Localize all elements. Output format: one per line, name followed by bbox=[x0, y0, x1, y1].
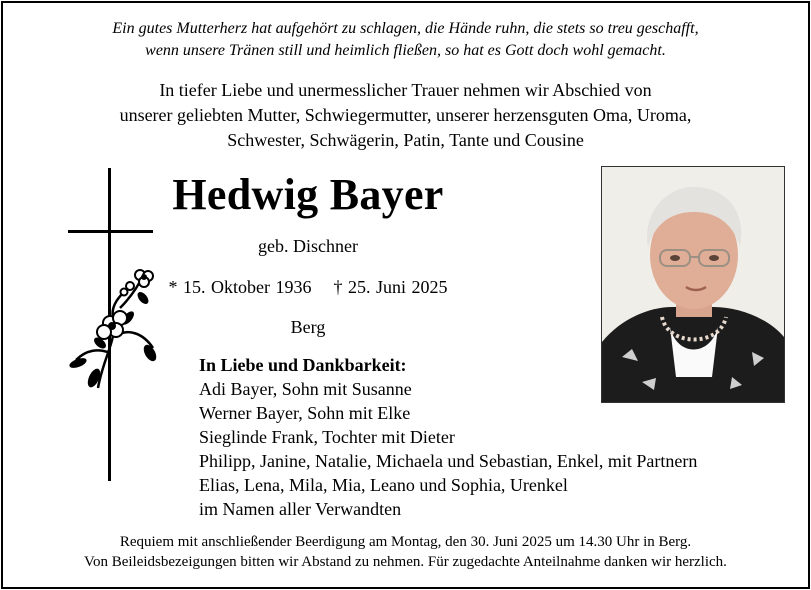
family-line: Werner Bayer, Sohn mit Elke bbox=[199, 403, 411, 423]
footer-line-2: Von Beileidsbezeigungen bitten wir Abstand zu nehmen. Für zugedachte Anteilnahme danken wir herzlich. bbox=[84, 554, 727, 570]
family-heading: In Liebe und Dankbarkeit: bbox=[199, 355, 407, 375]
family-list bbox=[199, 353, 697, 521]
intro-line-3: Schwester, Schwägerin, Patin, Tante und Cousine bbox=[227, 130, 584, 150]
family-line: Elias, Lena, Mila, Mia, Leano und Sophia, Urenkel bbox=[199, 475, 568, 495]
birth-date: * 15. Oktober 1936 bbox=[168, 277, 312, 297]
family-line: Adi Bayer, Sohn mit Susanne bbox=[199, 379, 412, 399]
cross-with-flowers-icon bbox=[58, 168, 168, 493]
life-dates bbox=[153, 276, 463, 298]
deceased-name: Hedwig Bayer bbox=[172, 170, 444, 219]
poem-line-1: Ein gutes Mutterherz hat aufgehört zu schlagen, die Hände ruhn, die stets so treu geschafft, bbox=[112, 20, 699, 37]
death-date: † 25. Juni 2025 bbox=[333, 277, 448, 297]
poem bbox=[3, 18, 808, 62]
intro-line-1: In tiefer Liebe und unermesslicher Trauer nehmen wir Abschied von bbox=[159, 80, 652, 100]
intro-line-2: unserer geliebten Mutter, Schwiegermutter, unserer herzensguten Oma, Uroma, bbox=[119, 105, 692, 125]
footer-notice bbox=[3, 532, 808, 572]
intro-text bbox=[3, 78, 808, 153]
family-line: im Namen aller Verwandten bbox=[199, 499, 402, 519]
family-line: Sieglinde Frank, Tochter mit Dieter bbox=[199, 427, 455, 447]
place: Berg bbox=[290, 317, 326, 337]
footer-line-1: Requiem mit anschließender Beerdigung am Montag, den 30. Juni 2025 um 14.30 Uhr in Berg. bbox=[119, 534, 692, 550]
obituary-card bbox=[1, 1, 810, 589]
family-line: Philipp, Janine, Natalie, Michaela und Sebastian, Enkel, mit Partnern bbox=[199, 451, 698, 471]
poem-line-2: wenn unsere Tränen still und heimlich fließen, so hat es Gott doch wohl gemacht. bbox=[145, 42, 666, 59]
maiden-name: geb. Dischner bbox=[258, 236, 358, 256]
